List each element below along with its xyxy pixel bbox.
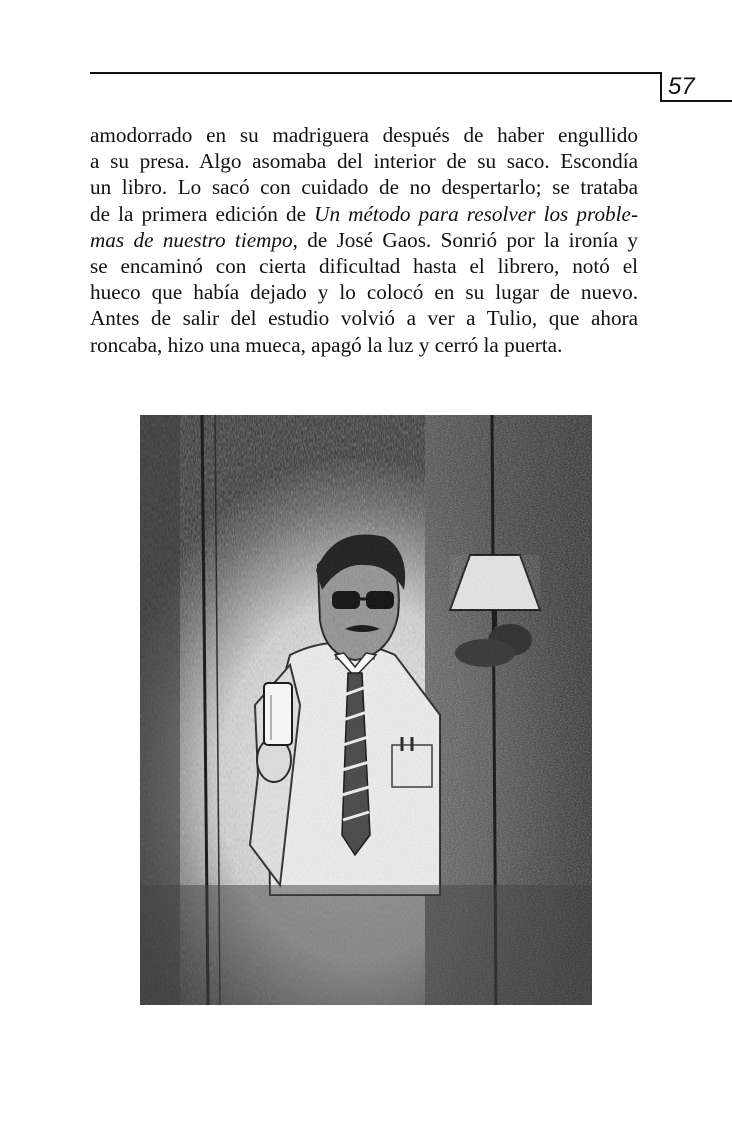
text-line: amodorrado en su madriguera después de haber engullido bbox=[90, 123, 638, 147]
text-run: , de José Gaos. Sonrió por la ironía y bbox=[292, 227, 638, 252]
book-title-italic: mas de nuestro tiempo bbox=[90, 227, 293, 252]
text-run: de la primera edición de bbox=[90, 201, 315, 226]
header-rule bbox=[90, 72, 660, 74]
page-number: 57 bbox=[668, 73, 695, 100]
text-line bbox=[90, 227, 638, 253]
text-line: hueco que había dejado y lo colocó en su lugar de nuevo. bbox=[90, 280, 638, 305]
book-title-italic: Un método para resolver los proble- bbox=[314, 201, 638, 226]
overall-hatching bbox=[140, 415, 592, 1005]
text-line: se encaminó con cierta dificultad hasta el librero, notó el bbox=[90, 254, 638, 279]
text-line: a su presa. Algo asomaba del interior de su saco. Escondía bbox=[90, 149, 638, 174]
text-line bbox=[90, 201, 638, 227]
page-number-box-vertical-rule bbox=[660, 72, 662, 102]
text-line: roncaba, hizo una mueca, apagó la luz y cerró la puerta. bbox=[90, 332, 563, 357]
text-line: un libro. Lo sacó con cuidado de no despertarlo; se trataba bbox=[90, 175, 638, 200]
page-number-box-bottom-rule bbox=[660, 100, 732, 102]
body-paragraph bbox=[90, 122, 638, 358]
text-line: Antes de salir del estudio volvió a ver a Tulio, que ahora bbox=[90, 306, 638, 331]
charcoal-illustration-man-with-glass bbox=[140, 415, 592, 1005]
